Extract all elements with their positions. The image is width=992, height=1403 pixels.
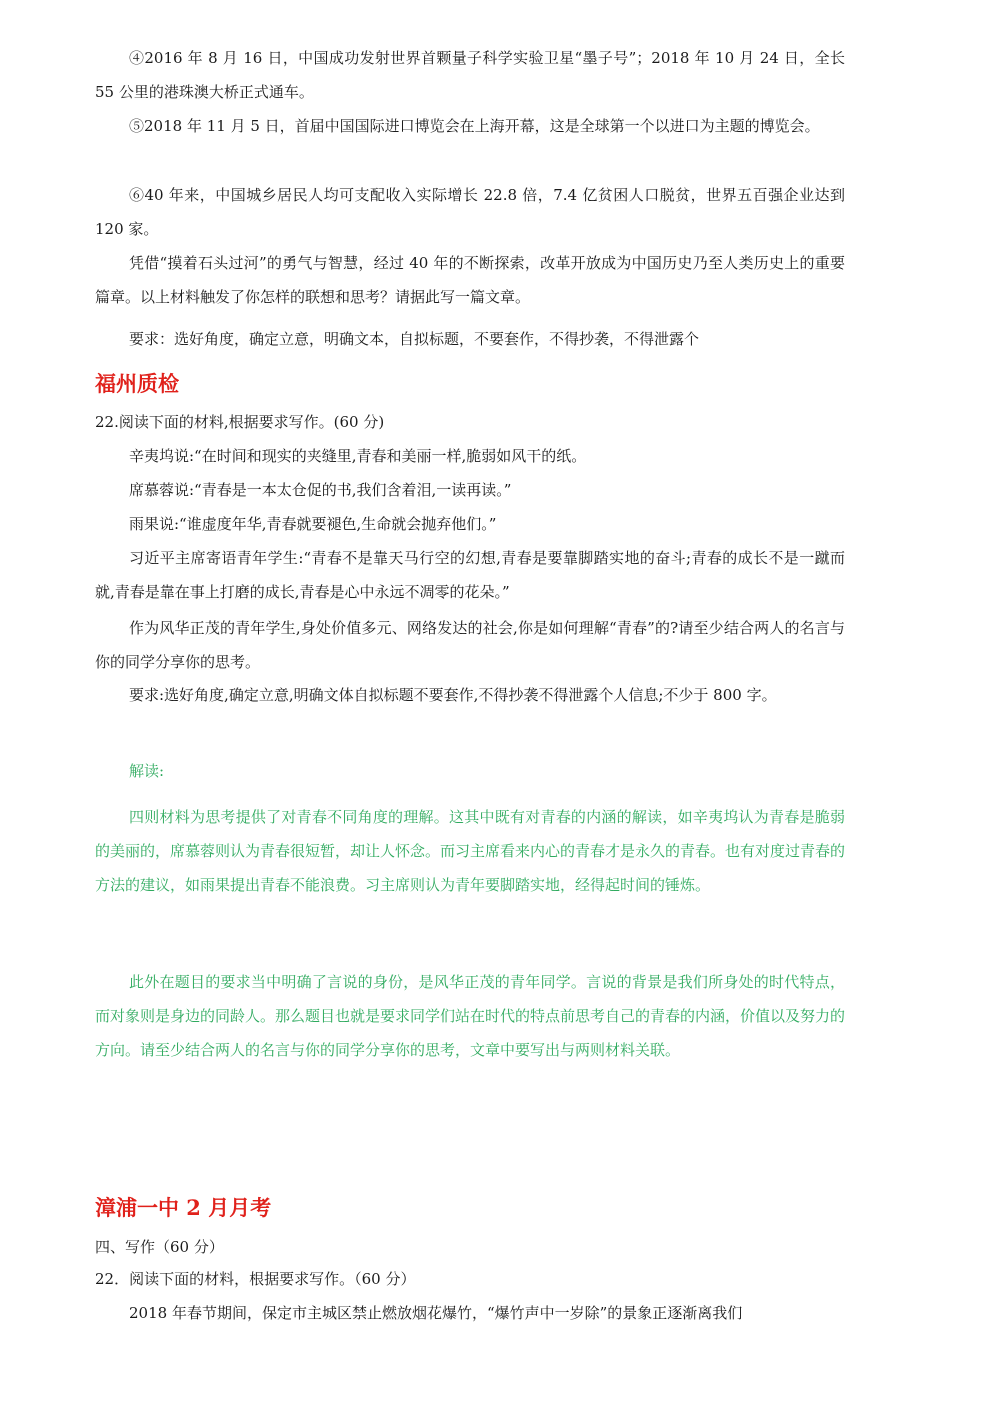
writing-requirement: 要求：选好角度，确定立意，明确文本，自拟标题，不要套作，不得抄袭，不得泄露个 (129, 330, 700, 348)
writing-prompt: 凭借“摸着石头过河”的勇气与智慧，经过 40 年的不断探索，改革开放成为中国历史乃至人类历史上的重要篇章。以上材料触发了你怎样的联想和思考？请据此写一篇文章。 (95, 254, 845, 306)
question-22: 22.阅读下面的材料,根据要求写作。(60 分) (95, 413, 385, 431)
quote-xinyiwu: 辛夷坞说:“在时间和现实的夹缝里,青春和美丽一样,脆弱如风干的纸。 (129, 447, 587, 465)
material-firecrackers: 2018 年春节期间，保定市主城区禁止燃放烟花爆竹，“爆竹声中一岁除”的景象正逐渐离我们 (129, 1304, 743, 1322)
section-heading-zhangpu: 漳浦一中 2 月月考 (95, 1195, 272, 1220)
analysis-paragraph-1: 四则材料为思考提供了对青春不同角度的理解。这其中既有对青春的内涵的解读，如辛夷坞认为青春是脆弱的美丽的，席慕蓉则认为青春很短暂，却让人怀念。而习主席看来内心的青春才是永久的青春。也有对度过青春的方法的建议，如雨果提出青春不能浪费。习主席则认为青年要脚踏实地，经得起时间的锤炼。 (95, 808, 846, 894)
writing-task: 作为风华正茂的青年学生,身处价值多元、网络发达的社会,你是如何理解“青春”的?请至少结合两人的名言与你的同学分享你的思考。 (95, 619, 845, 671)
analysis-label: 解读: (129, 762, 165, 780)
part-four-writing: 四、写作（60 分） (95, 1238, 224, 1256)
question-22-zhangpu: 22．阅读下面的材料，根据要求写作。（60 分） (95, 1270, 416, 1288)
material-item-4: ④2016 年 8 月 16 日，中国成功发射世界首颗量子科学实验卫星“墨子号”；2018 年 10 月 24 日，全长 55 公里的港珠澳大桥正式通车。 (95, 49, 845, 101)
material-item-5: ⑤2018 年 11 月 5 日，首届中国国际进口博览会在上海开幕，这是全球第一个以进口为主题的博览会。 (129, 117, 820, 135)
quote-hugo: 雨果说:“谁虚度年华,青春就要褪色,生命就会抛弃他们。” (129, 515, 497, 533)
analysis-paragraph-2: 此外在题目的要求当中明确了言说的身份，是风华正茂的青年同学。言说的背景是我们所身处的时代特点，而对象则是身边的同龄人。那么题目也就是要求同学们站在时代的特点前思考自己的青春的内涵，价值以及努力的方向。请至少结合两人的名言与你的同学分享你的思考，文章中要写出与两则材料关联。 (95, 973, 846, 1059)
writing-requirement-2: 要求:选好角度,确定立意,明确文体自拟标题不要套作,不得抄袭不得泄露个人信息;不少于 800 字。 (129, 686, 777, 704)
quote-xi: 习近平主席寄语青年学生:“青春不是靠天马行空的幻想,青春是要靠脚踏实地的奋斗;青春的成长不是一蹴而就,青春是靠在事上打磨的成长,青春是心中永远不凋零的花朵。” (95, 549, 845, 601)
quote-ximurong: 席慕蓉说:“青春是一本太仓促的书,我们含着泪,一读再读。” (129, 481, 512, 499)
section-heading-fuzhou: 福州质检 (95, 371, 179, 396)
material-item-6: ⑥40 年来，中国城乡居民人均可支配收入实际增长 22.8 倍，7.4 亿贫困人口脱贫，世界五百强企业达到 120 家。 (95, 186, 845, 238)
